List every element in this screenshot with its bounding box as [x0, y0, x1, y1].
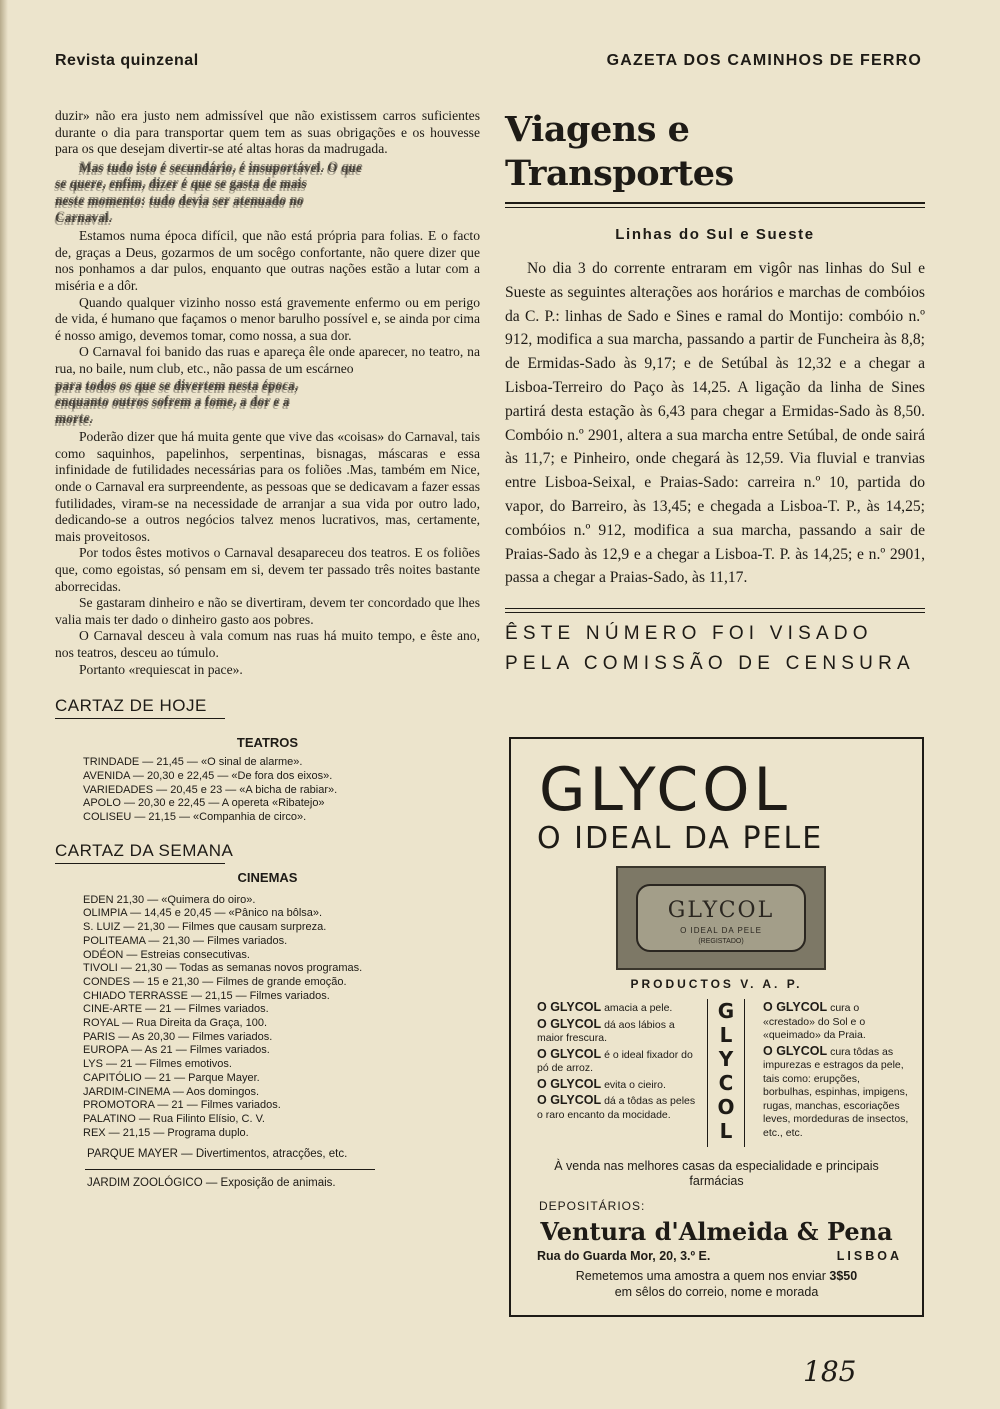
listing-item: PALATINO — Rua Filinto Elísio, C. V. — [83, 1112, 265, 1125]
listing-item: TRINDADE — 21,45 — «O sinal de alarme». — [83, 756, 303, 769]
listing-item: TIVOLI — 21,30 — Todas as semanas novos programas. — [83, 962, 363, 975]
cartaz-hoje — [55, 696, 480, 825]
listing-item: CAPITÓLIO — 21 — Parque Mayer. — [83, 1071, 260, 1084]
product-label-image — [616, 866, 826, 970]
censorship-notice-line: PELA COMISSÃO DE CENSURA — [505, 653, 915, 675]
divider — [55, 718, 225, 719]
header-right: GAZETA DOS CAMINHOS DE FERRO — [606, 52, 922, 69]
page-number: 185 — [803, 1355, 857, 1388]
listing-item: CONDES — 15 e 21,30 — Filmes de grande emoção. — [83, 975, 347, 988]
listing-item: EUROPA — As 21 — Filmes variados. — [83, 1044, 270, 1057]
vertical-letter: G — [717, 999, 735, 1023]
overprint-line: para todos os que se divertem nesta época, — [55, 377, 299, 393]
benefit-brand: O GLYCOL — [537, 1046, 602, 1061]
productos-line: PRODUCTOS V. A. P. — [630, 977, 803, 991]
listing-item: AVENIDA — 20,30 e 22,45 — «De fora dos eixos». — [83, 769, 333, 782]
listing-item: PARIS — As 20,30 — Filmes variados. — [83, 1030, 273, 1043]
censorship-notice-line: ÊSTE NÚMERO FOI VISADO — [505, 623, 873, 645]
vertical-brand-column — [707, 999, 745, 1147]
benefits-list-left — [537, 1001, 697, 1124]
listing-item: S. LUIZ — 21,30 — Filmes que causam surpreza. — [83, 921, 327, 934]
double-rule — [505, 202, 925, 208]
benefit-item — [537, 1001, 697, 1016]
benefit-text: cura o «crestado» do Sol e o «queimado» da Praia. — [763, 1002, 866, 1041]
ad-brand: GLYCOL — [539, 755, 791, 825]
vertical-letter: L — [719, 1023, 733, 1047]
benefit-text: amacia a pele. — [604, 1002, 673, 1014]
left-column — [55, 108, 480, 1191]
article-paragraph: Quando qualquer vizinho nosso está gravemente enfermo ou em perigo de vida, é humano que façamos o menor barulho possível e, se ainda por cima é nosso amigo, devemos tomar, como nossa, a sua dor. — [55, 294, 480, 343]
benefit-brand: O GLYCOL — [763, 1043, 828, 1058]
benefit-brand: O GLYCOL — [537, 1000, 602, 1014]
benefit-item — [537, 1078, 697, 1093]
label-tagline: O IDEAL DA PELE — [680, 926, 762, 935]
benefit-text: cura tôdas as impurezas e estragos da pele, tais como: erupções, borbulhas, espinhas, impigens, rugas, manchas, escoriações leves, mordeduras de insectos, etc., etc. — [763, 1045, 909, 1139]
listing-extra: PARQUE MAYER — Divertimentos, atracções, etc. — [87, 1148, 348, 1161]
cartaz-semana — [55, 841, 480, 1191]
overprint-line: Carnaval. — [55, 209, 113, 225]
divider — [55, 863, 225, 864]
divider — [505, 612, 925, 613]
benefit-brand: O GLYCOL — [763, 1000, 828, 1014]
right-column — [505, 108, 925, 679]
overprint-line: neste momento: tudo devia ser atenuado no — [55, 192, 304, 208]
sample-price: 3$50 — [829, 1269, 858, 1283]
benefit-text: é o ideal fixador do pó de arroz. — [537, 1048, 693, 1074]
listing-item: VARIEDADES — 20,45 e 23 — «A bicha de rabiar». — [83, 783, 338, 796]
sample-offer — [511, 1269, 922, 1283]
cartaz-hoje-title: CARTAZ DE HOJE — [55, 696, 207, 716]
vertical-letter: Y — [718, 1047, 734, 1071]
distributor-city: LISBOA — [836, 1249, 902, 1263]
label-registered: (REGISTADO) — [698, 938, 744, 945]
listing-item: CHIADO TERRASSE — 21,15 — Filmes variados. — [83, 989, 330, 1002]
overprinted-text — [55, 160, 480, 226]
overprint-line: se quere, enfim, dizer é que se gasta de mais — [55, 176, 307, 192]
overprint-line: Mas tudo isto é secundário, é insuportável. O que — [79, 159, 362, 175]
listing-item: APOLO — 20,30 e 22,45 — A opereta «Ribatejo» — [83, 797, 325, 810]
benefit-item — [537, 1018, 697, 1046]
listing-item: POLITEAMA — 21,30 — Filmes variados. — [83, 934, 288, 947]
article-paragraph: O Carnaval desceu à vala comum nas ruas há muito tempo, e êste ano, nos teatros, desceu ao túmulo. — [55, 628, 480, 660]
article-paragraph: Se gastaram dinheiro e não se divertiram, devem ter concordado que lhes valia mais ter dado o dinheiro gasto aos pobres. — [55, 595, 480, 627]
benefit-text: dá a tôdas as peles o raro encanto da mocidade. — [537, 1095, 696, 1121]
benefits-list-right — [763, 1001, 909, 1142]
article-paragraph: duzir» não era justo nem admissível que não existissem carros suficientes durante o dia para transportar quem tem as suas obrigações e os houvesse para os que desejam divertir-se até altas horas da madrugada. — [55, 108, 480, 157]
overprinted-text — [55, 378, 480, 428]
benefit-item — [763, 1001, 909, 1043]
article-body: No dia 3 do corrente entraram em vigôr nas linhas do Sul e Sueste as seguintes alterações aos horários e marchas de combóios da C. P.: linhas de Sado e Sines e ramal do Montijo: combóio n.º 912, modifica a sua marcha, passando a partir de Funcheira às 8,8; de Ermidas-Sado às 9,17; e de Setúbal às 12,32 e a chegar a Lisboa-Terreiro do Paço às 14,25. A ligação da linha de Sines partirá desta estação às 6,43 para chegar a Ermidas-Sado às 8,50. Combóio n.º 2901, altera a sua marcha entre Setúbal, de onde sairá às 11,7; e Pinheiro, onde chegará às 12,59. Via fluvial e tranvias entre Lisboa-Seixal, e Praias-Sado: carreira n.º 10, partida do vapor, do Barreiro, às 13,45; e chegada a Lisboa-T. P., às 14,25; combóios n.º 912, modifica a sua marcha, passando a sair de Praias-Sado às 12,9 e a chegar a Lisboa-T. P. às 14,25; e n.º 2901, passa a chegar a Praias-Sado, às 11,17. — [505, 260, 925, 587]
listing-item: REX — 21,15 — Programa duplo. — [83, 1126, 249, 1139]
section-heading: CINEMAS — [237, 869, 298, 885]
cinema-list — [83, 894, 480, 1141]
divider — [505, 608, 925, 609]
page-edge — [0, 0, 8, 1409]
distributor-name: Ventura d'Almeida & Pena — [540, 1217, 893, 1246]
article-paragraph: Estamos numa época difícil, que não está própria para folias. E o facto de, graças a Deus, gozarmos de um socêgo confortante, não quere dizer que nos ponhamos a dar pulos, enquanto que outras nações estão a lutar com a miséria e a dôr. — [55, 228, 480, 293]
benefit-text: evita o cieiro. — [604, 1078, 666, 1091]
article-paragraph: Por todos êstes motivos o Carnaval desapareceu dos teatros. E os foliões que, como egoistas, só pensam em si, devem ter passado três noites bastante aborrecidas. — [55, 545, 480, 594]
glycol-advertisement — [509, 737, 924, 1317]
ad-tagline: O IDEAL DA PELE — [537, 821, 824, 856]
listing-item: OLIMPIA — 14,45 e 20,45 — «Pânico na bôlsa». — [83, 907, 323, 920]
overprint-line: enquanto outros sofrem a fome, a dor e a — [55, 394, 290, 410]
benefit-brand: O GLYCOL — [537, 1076, 602, 1091]
sale-notice: À venda nas melhores casas da especialidade e principais farmácias — [554, 1159, 879, 1188]
cartaz-semana-title: CARTAZ DA SEMANA — [55, 840, 234, 860]
article-subtitle: Linhas do Sul e Sueste — [615, 226, 815, 243]
vertical-letter: L — [719, 1119, 733, 1143]
distributor-address: Rua do Guarda Mor, 20, 3.º E. — [537, 1249, 711, 1263]
divider — [85, 1169, 375, 1170]
sample-offer-text: Remetemos uma amostra a quem nos enviar — [575, 1269, 826, 1283]
article-paragraph: Portanto «requiescat in pace». — [79, 661, 243, 677]
listing-item: ODÉON — Estreias consecutivas. — [83, 948, 250, 961]
article-paragraph: O Carnaval foi banido das ruas e apareça êle onde aparecer, no teatro, na rua, no baile, num club, etc., não passa de um escárneo — [55, 344, 480, 376]
label-brand: GLYCOL — [667, 898, 775, 923]
overprint-line: morte. — [55, 410, 93, 426]
listing-item: EDEN 21,30 — «Quimera do oiro». — [83, 893, 256, 906]
sample-offer-line2: em sêlos do correio, nome e morada — [614, 1285, 819, 1299]
label-frame — [636, 884, 806, 952]
article-paragraph: Poderão dizer que há muita gente que vive das «coisas» do Carnaval, tais como saquinhos, papelinhos, serpentinas, bisnagas, máscaras e essa infinidade de futilidades necessárias para os foliões .Mas, também em Nice, onde o Carnaval era surpreendente, as pessoas que se dedicavam a fazer essas futilidades, viram-se na necessidade de arranjar a sua vida por outro lado, dedicando-se a outros negócios talvez menos lucrativos, mas, certamente, mais proveitosos. — [55, 429, 480, 544]
benefit-brand: O GLYCOL — [537, 1093, 602, 1107]
section-title: Viagens e Transportes — [505, 109, 734, 194]
listing-item: PROMOTORA — 21 — Filmes variados. — [83, 1099, 281, 1112]
vertical-letter: O — [717, 1095, 735, 1119]
depositarios-label: DEPOSITÁRIOS: — [539, 1199, 646, 1213]
listing-item: ROYAL — Rua Direita da Graça, 100. — [83, 1017, 268, 1030]
header-left: Revista quinzenal — [55, 52, 199, 69]
listing-item: COLISEU — 21,15 — «Companhia de circo». — [83, 811, 307, 823]
listing-item: CINE-ARTE — 21 — Filmes variados. — [83, 1003, 269, 1016]
benefit-item — [763, 1045, 909, 1141]
listing-item: JARDIM-CINEMA — Aos domingos. — [83, 1085, 260, 1098]
vertical-letter: C — [718, 1071, 734, 1095]
benefit-item — [537, 1094, 697, 1122]
benefit-text: dá aos lábios a maior frescura. — [537, 1018, 675, 1044]
benefit-item — [537, 1048, 697, 1076]
listing-extra: JARDIM ZOOLÓGICO — Exposição de animais. — [87, 1177, 336, 1190]
benefit-brand: O GLYCOL — [537, 1016, 602, 1031]
section-heading: TEATROS — [236, 735, 299, 751]
theatre-list — [83, 756, 480, 825]
listing-item: LYS — 21 — Filmes emotivos. — [83, 1058, 232, 1071]
